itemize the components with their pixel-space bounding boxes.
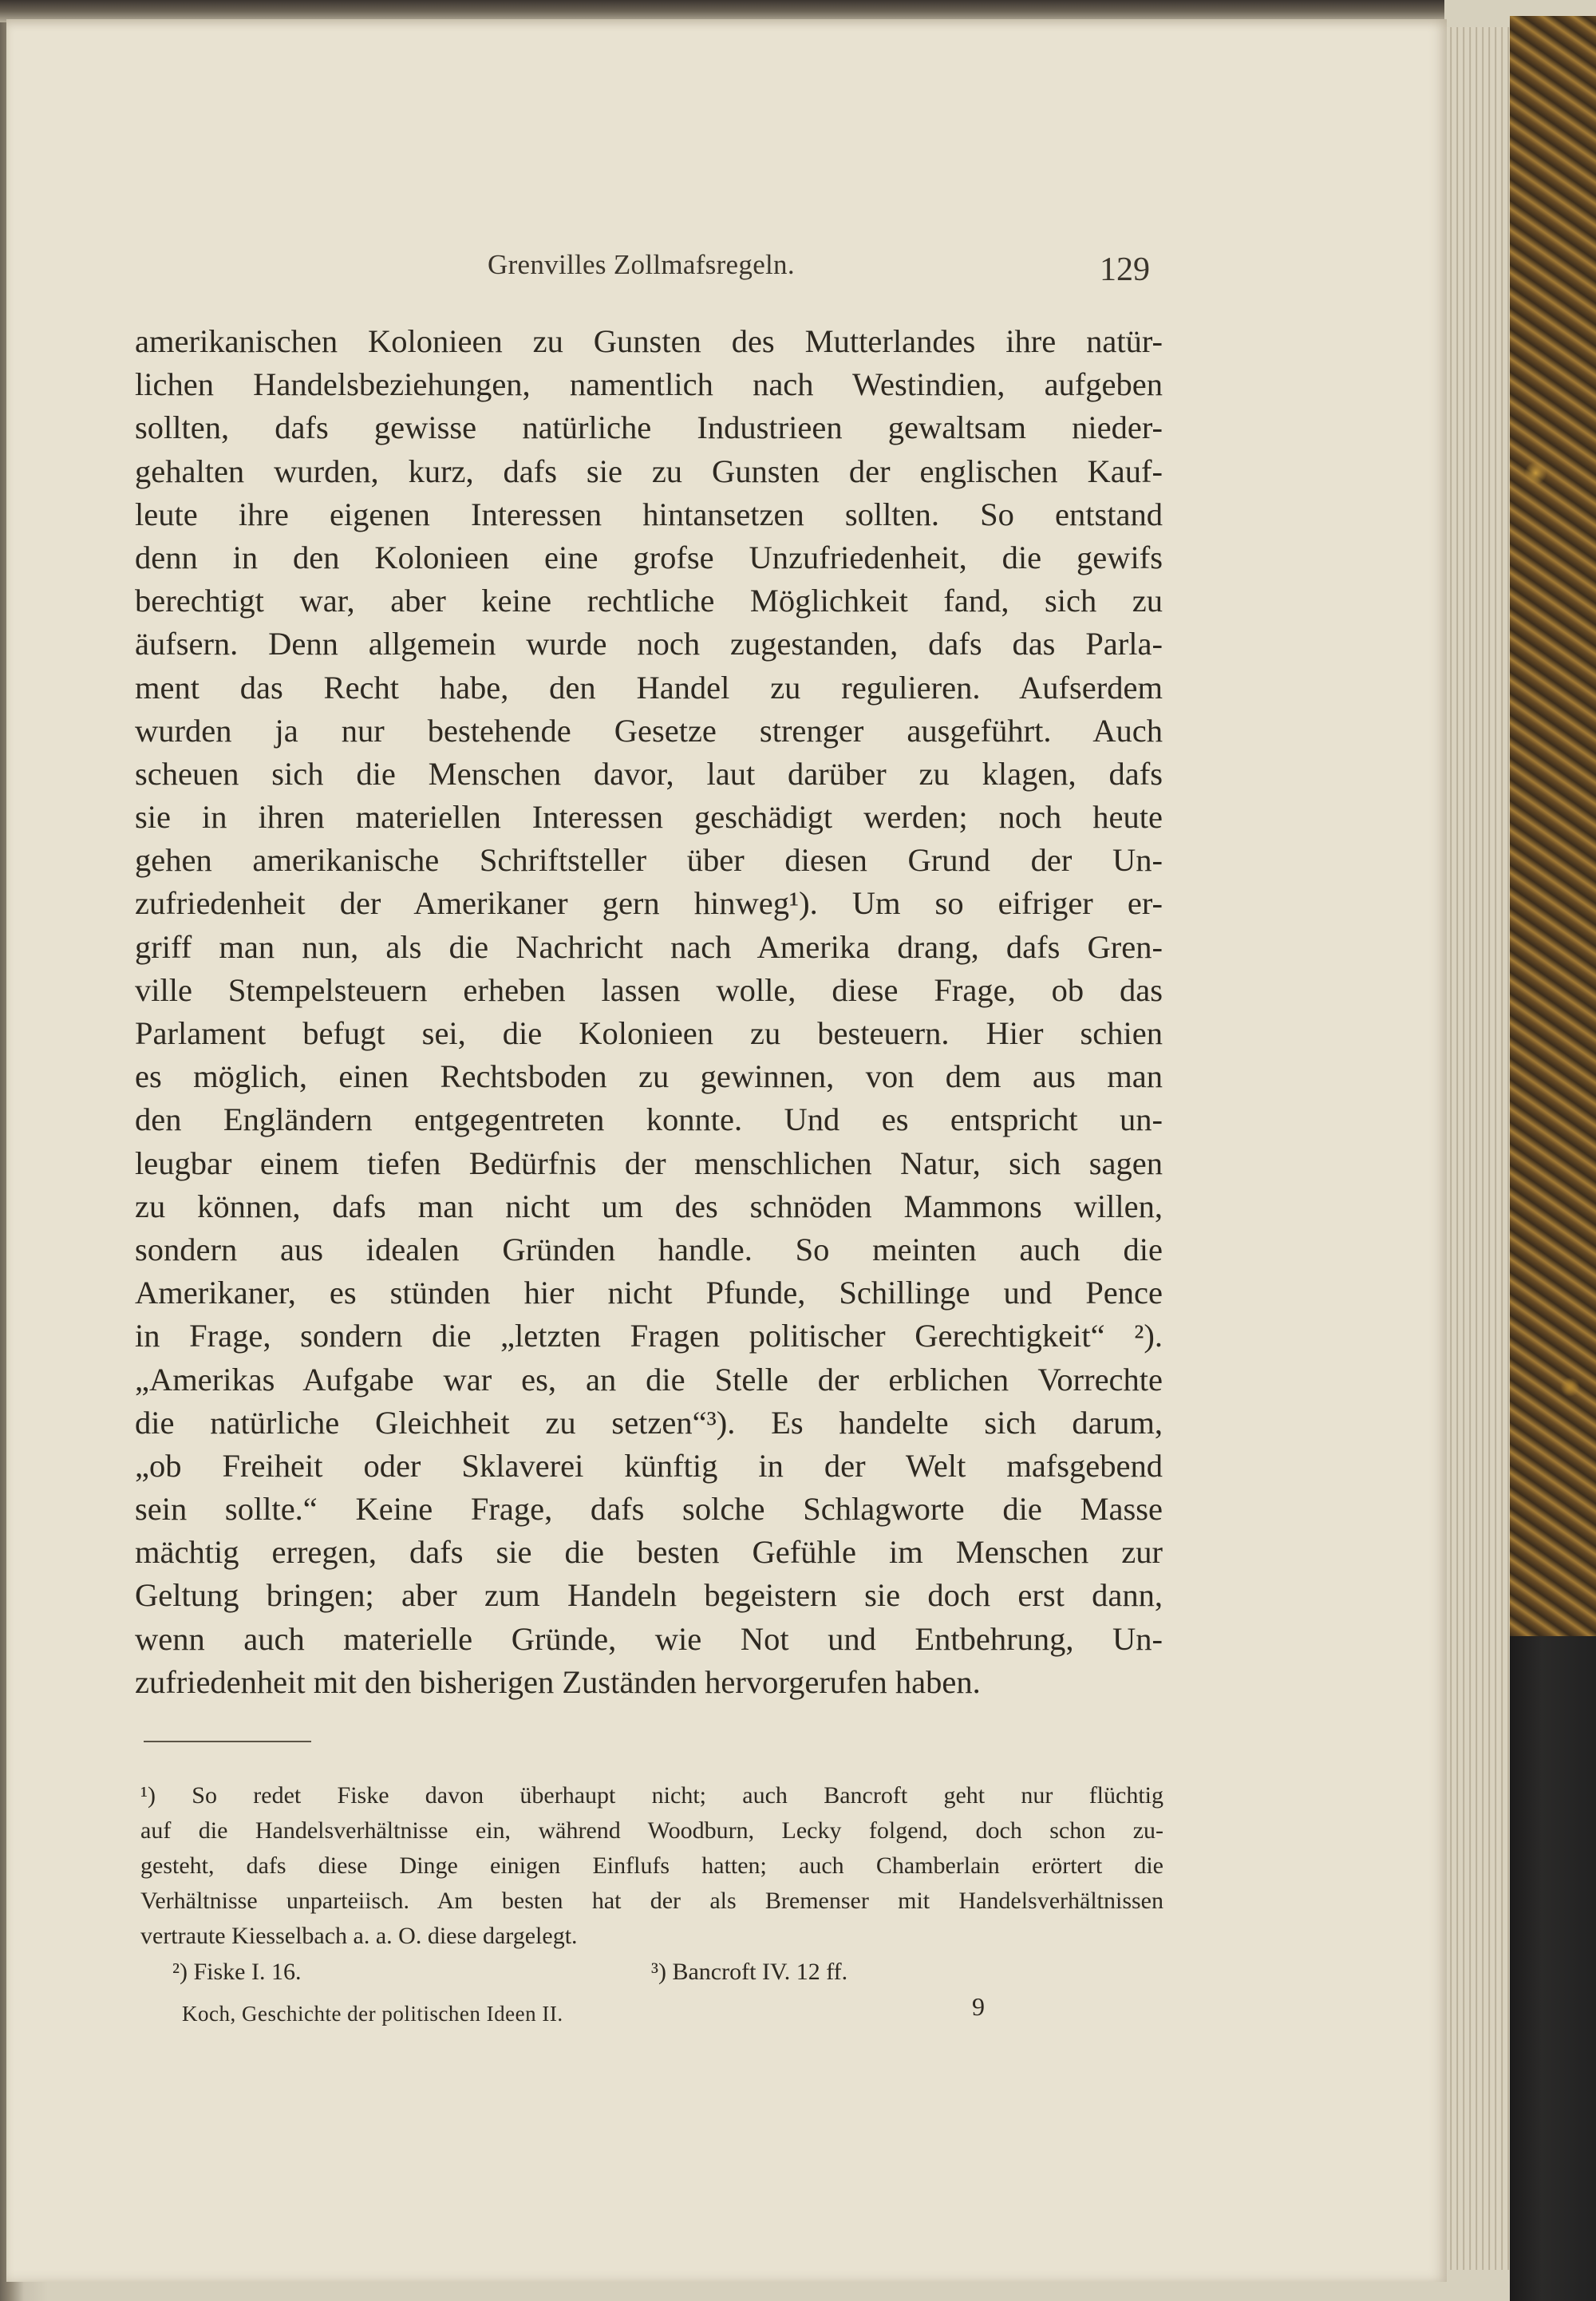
footnote-3: ³) Bancroft IV. 12 ff. (651, 1959, 848, 1985)
text-line: Geltung bringen; aber zum Handeln begeistern sie doch erst dann, (135, 1577, 1163, 1614)
footnotes (140, 1778, 1163, 1991)
text-line: gehalten wurden, kurz, dafs sie zu Gunsten der englischen Kauf- (135, 453, 1163, 489)
text-line: es möglich, einen Rechtsboden zu gewinnen, von dem aus man (135, 1058, 1163, 1095)
text-line: in Frage, sondern die „letzten Fragen politischer Gerechtigkeit“ ²). (135, 1318, 1163, 1354)
text-line: „ob Freiheit oder Sklaverei künftig in der Welt mafsgebend (135, 1447, 1163, 1484)
footnote-line: gesteht, dafs diese Dinge einigen Einflufs hatten; auch Chamberlain erörtert die (140, 1852, 1163, 1879)
body-text (135, 320, 1163, 1704)
footnote-line: auf die Handelsverhältnisse ein, während Woodburn, Lecky folgend, doch schon zu- (140, 1817, 1163, 1844)
text-line: zufriedenheit mit den bisherigen Zuständen hervorgerufen haben. (135, 1663, 981, 1700)
text-line: leute ihre eigenen Interessen hintansetzen sollten. So entstand (135, 496, 1163, 532)
text-line: zufriedenheit der Amerikaner gern hinweg¹). Um so eifriger er- (135, 885, 1163, 922)
text-line: „Amerikas Aufgabe war es, an die Stelle der erblichen Vorrechte (135, 1361, 1163, 1398)
running-head-title: Grenvilles Zollmafsregeln. (488, 249, 795, 280)
text-line: sie in ihren materiellen Interessen geschädigt werden; noch heute (135, 799, 1163, 836)
text-line: leugbar einem tiefen Bedürfnis der menschlichen Natur, sich sagen (135, 1145, 1163, 1181)
text-line: zu können, dafs man nicht um des schnöden Mammons willen, (135, 1188, 1163, 1224)
text-line: gehen amerikanische Schriftsteller über diesen Grund der Un- (135, 842, 1163, 879)
text-line: griff man nun, als die Nachricht nach Amerika drang, dafs Gren- (135, 928, 1163, 965)
text-line: die natürliche Gleichheit zu setzen“³). Es handelte sich darum, (135, 1404, 1163, 1441)
text-line: amerikanischen Kolonieen zu Gunsten des Mutterlandes ihre natür- (135, 323, 1163, 359)
text-line: wenn auch materielle Gründe, wie Not und Entbehrung, Un- (135, 1620, 1163, 1657)
text-line: ville Stempelsteuern erheben lassen wolle, diese Frage, ob das (135, 971, 1163, 1008)
book-page (6, 19, 1447, 2282)
text-line: ment das Recht habe, den Handel zu regulieren. Aufserdem (135, 669, 1163, 706)
text-line: äufsern. Denn allgemein wurde noch zugestanden, dafs das Parla- (135, 626, 1163, 662)
footnote-row-2-3 (140, 1954, 1163, 1991)
footnote-line: ¹) So redet Fiske davon überhaupt nicht; auch Bancroft geht nur flüchtig (140, 1782, 1163, 1809)
book-cover-cloth (1510, 1636, 1596, 2301)
text-line: denn in den Kolonieen eine grofse Unzufriedenheit, die gewifs (135, 539, 1163, 575)
text-line: scheuen sich die Menschen davor, laut darüber zu klagen, dafs (135, 755, 1163, 792)
text-line: sondern aus idealen Gründen handle. So meinten auch die (135, 1231, 1163, 1267)
page-edges-stack (1446, 27, 1512, 2270)
text-line: den Engländern entgegentreten konnte. Und es entspricht un- (135, 1101, 1163, 1138)
text-line: Amerikaner, es stünden hier nicht Pfunde, Schillinge und Pence (135, 1275, 1163, 1311)
page-number: 129 (1100, 251, 1150, 288)
footnote-line: Verhältnisse unparteiisch. Am besten hat der als Bremenser mit Handelsverhältnissen (140, 1888, 1163, 1914)
text-line: sollten, dafs gewisse natürliche Industrieen gewaltsam nieder- (135, 409, 1163, 446)
text-line: wurden ja nur bestehende Gesetze strenger ausgeführt. Auch (135, 712, 1163, 749)
printer-signature: Koch, Geschichte der politischen Ideen II. (182, 2002, 563, 2026)
text-line: Parlament befugt sei, die Kolonieen zu besteuern. Hier schien (135, 1015, 1163, 1051)
text-line: lichen Handelsbeziehungen, namentlich nach Westindien, aufgeben (135, 366, 1163, 403)
footnote-2: ²) Fiske I. 16. (172, 1959, 302, 1985)
signature-number: 9 (972, 1992, 985, 2021)
running-head (6, 249, 1447, 289)
text-line: sein sollte.“ Keine Frage, dafs solche Schlagworte die Masse (135, 1491, 1163, 1528)
text-line: mächtig erregen, dafs sie die besten Gefühle im Menschen zur (135, 1534, 1163, 1571)
text-line: berechtigt war, aber keine rechtliche Möglichkeit fand, sich zu (135, 583, 1163, 619)
footnote-rule (144, 1741, 311, 1742)
footnote-line: vertraute Kiesselbach a. a. O. diese dargelegt. (140, 1923, 578, 1949)
